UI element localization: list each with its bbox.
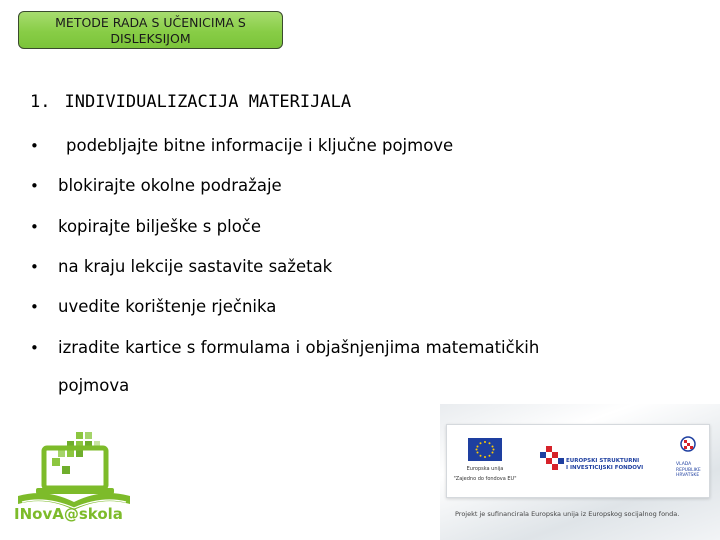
bullet-text: uvedite korištenje rječnika bbox=[58, 297, 277, 316]
structural-funds-line1: EUROPSKI STRUKTURNI bbox=[566, 458, 640, 464]
section-number: 1. bbox=[30, 92, 51, 112]
bullet-text: na kraju lekcije sastavite sažetak bbox=[58, 257, 333, 276]
eu-flag-caption bbox=[462, 466, 508, 472]
bullet-text: podebljajte bitne informacije i ključne pojmove bbox=[66, 136, 454, 155]
eu-flag-icon bbox=[468, 438, 502, 461]
slide-title-line2: DISLEKSIJOM bbox=[110, 31, 191, 46]
structural-funds-line2: I INVESTICIJSKI FONDOVI bbox=[566, 465, 644, 471]
bullet-dot: • bbox=[30, 298, 39, 316]
bullet-text: kopirajte bilješke s ploče bbox=[58, 217, 262, 236]
eu-funding-note: Projekt je sufinancirala Europska unija iz Europskog socijalnog fonda. bbox=[455, 510, 680, 518]
gov-line3: HRVATSKE bbox=[676, 473, 700, 478]
bullet-dot: • bbox=[30, 218, 39, 236]
gov-line2: REPUBLIKE bbox=[676, 467, 701, 473]
bullet-text: blokirajte okolne podražaje bbox=[58, 176, 282, 195]
bullet-dot: • bbox=[30, 177, 39, 195]
logo-text: INovA@skola bbox=[14, 505, 123, 523]
eu-caption-line1: Europska unija bbox=[466, 466, 504, 472]
section-title: INDIVIDUALIZACIJA MATERIJALA bbox=[64, 92, 352, 112]
bullet-item bbox=[30, 257, 332, 276]
bullet-continuation: pojmova bbox=[58, 376, 130, 395]
bullet-dot: • bbox=[30, 339, 39, 357]
bullet-text: izradite kartice s formulama i objašnjenjima matematičkih bbox=[58, 338, 540, 357]
gov-line1: VLADA bbox=[676, 462, 692, 467]
bullet-dot: • bbox=[30, 137, 39, 155]
bullet-item bbox=[30, 217, 261, 236]
government-text bbox=[676, 462, 701, 479]
section-heading bbox=[30, 92, 351, 112]
bullet-item bbox=[30, 338, 539, 357]
slide-title-line1: METODE RADA S UČENICIMA S bbox=[55, 15, 246, 30]
structural-funds-icon bbox=[540, 444, 566, 474]
structural-funds-text bbox=[566, 458, 643, 472]
bullet-item bbox=[30, 297, 276, 316]
bullet-item bbox=[30, 176, 282, 195]
slide-title-box bbox=[18, 11, 283, 49]
eu-flag-slogan: "Zajedno do fondova EU" bbox=[453, 476, 517, 482]
bullet-dot: • bbox=[30, 258, 39, 276]
bullet-item bbox=[30, 136, 453, 155]
croatia-coat-of-arms-icon bbox=[678, 436, 698, 460]
